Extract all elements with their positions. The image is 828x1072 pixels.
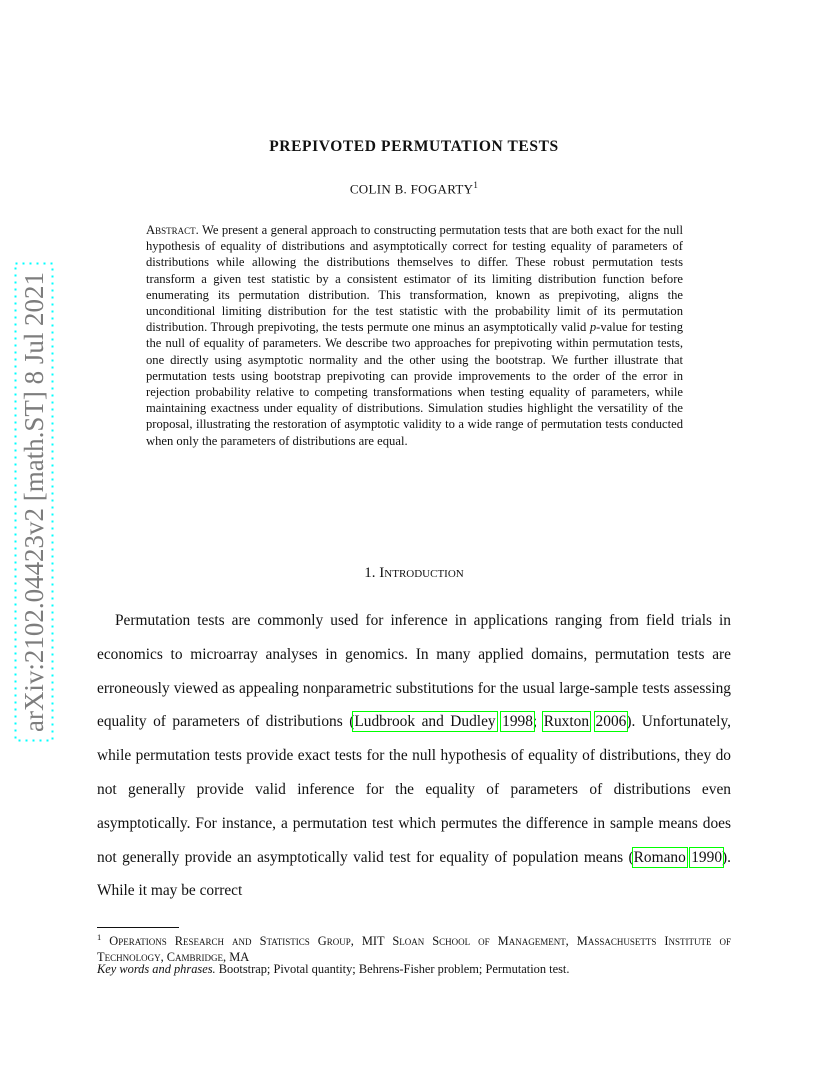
section-heading — [0, 565, 828, 582]
keywords-text: Bootstrap; Pivotal quantity; Behrens-Fisher problem; Permutation test. — [218, 962, 570, 976]
footnote-affiliation — [97, 930, 731, 966]
citation-year-1990[interactable]: 1990 — [691, 848, 723, 866]
author-name: COLIN B. FOGARTY — [349, 181, 474, 197]
author-line — [0, 180, 828, 197]
paper-title: PREPIVOTED PERMUTATION TESTS — [269, 138, 559, 155]
author-footnote-marker[interactable]: 1 — [473, 180, 479, 190]
arxiv-stamp-graphic — [14, 262, 54, 742]
citation-ruxton[interactable]: Ruxton — [543, 713, 590, 731]
affiliation-text: Operations Research and Statistics Group, MIT Sloan School of Management, Massachusetts Institute of Technology, Cambridge, MA — [97, 934, 731, 964]
citation-ludbrook-dudley[interactable]: Ludbrook and Dudley — [354, 713, 496, 731]
citation-year-2006[interactable]: 2006 — [595, 713, 627, 731]
abstract-label: Abstract. — [146, 223, 199, 237]
footnote-divider — [97, 927, 179, 928]
arxiv-stamp-text: arXiv:2102.04423v2 [math.ST] 8 Jul 2021 — [19, 271, 49, 732]
citation-year-1998[interactable]: 1998 — [502, 713, 533, 731]
abstract-text-part1: We present a general approach to constructing permutation tests that are both exact for the null hypothesis of equality of distributions and asymptotically correct for testing equality of parameters of distributions while allowing the distributions themselves to differ. These robust permutation tests transform a given test statistic by a consistent estimator of its limiting distribution function before enumerating its permutation distribution. This transformation, known as prepivoting, aligns the unconditional limiting distribution for the test statistic with the probability limit of its permutation distribution. Through prepivoting, the tests permute one minus an asymptotically valid — [146, 223, 684, 335]
body-text-part3: ). While it may be correct — [97, 848, 731, 900]
citation-separator: ; — [532, 713, 544, 731]
section-title: Introduction — [379, 565, 464, 581]
citation-romano[interactable]: Romano — [633, 848, 686, 866]
abstract-p-symbol: p — [589, 320, 597, 335]
footnote-marker: 1 — [97, 932, 102, 942]
keywords-line — [97, 962, 731, 978]
introduction-paragraph — [97, 604, 731, 908]
body-text-part2: ). Unfortunately, while permutation tests provide exact tests for the null hypothesis of equality of distributions, they do not generally provide valid inference for the equality of parameters of distributions even asymptotically. For instance, a permutation test which permutes the difference in sample means does not generally provide an asymptotically valid test for equality of population means ( — [97, 713, 731, 866]
arxiv-stamp[interactable] — [14, 262, 54, 742]
abstract — [146, 222, 683, 449]
abstract-text-part2: -value for testing the null of equality of parameters. We describe two approaches for prepivoting within permutation tests, one directly using asymptotic normality and the other using the bootstrap. We further illustrate that permutation tests using bootstrap prepivoting can provide improvements to the order of the error in rejection probability relative to competing transformations when testing equality of parameters, while maintaining exactness under equality of distributions. Simulation studies highlight the versatility of the proposal, illustrating the restoration of asymptotic validity to a wide range of permutation tests conducted when only the parameters of distributions are equal. — [146, 320, 684, 448]
keywords-label: Key words and phrases. — [97, 962, 216, 976]
section-number: 1. — [364, 565, 376, 581]
body-text-part1: Permutation tests are commonly used for inference in applications ranging from field trials in economics to microarray analyses in genomics. In many applied domains, permutation tests are erroneously viewed as appealing nonparametric substitutions for the usual large-sample tests assessing equality of parameters of distributions ( — [97, 612, 731, 731]
